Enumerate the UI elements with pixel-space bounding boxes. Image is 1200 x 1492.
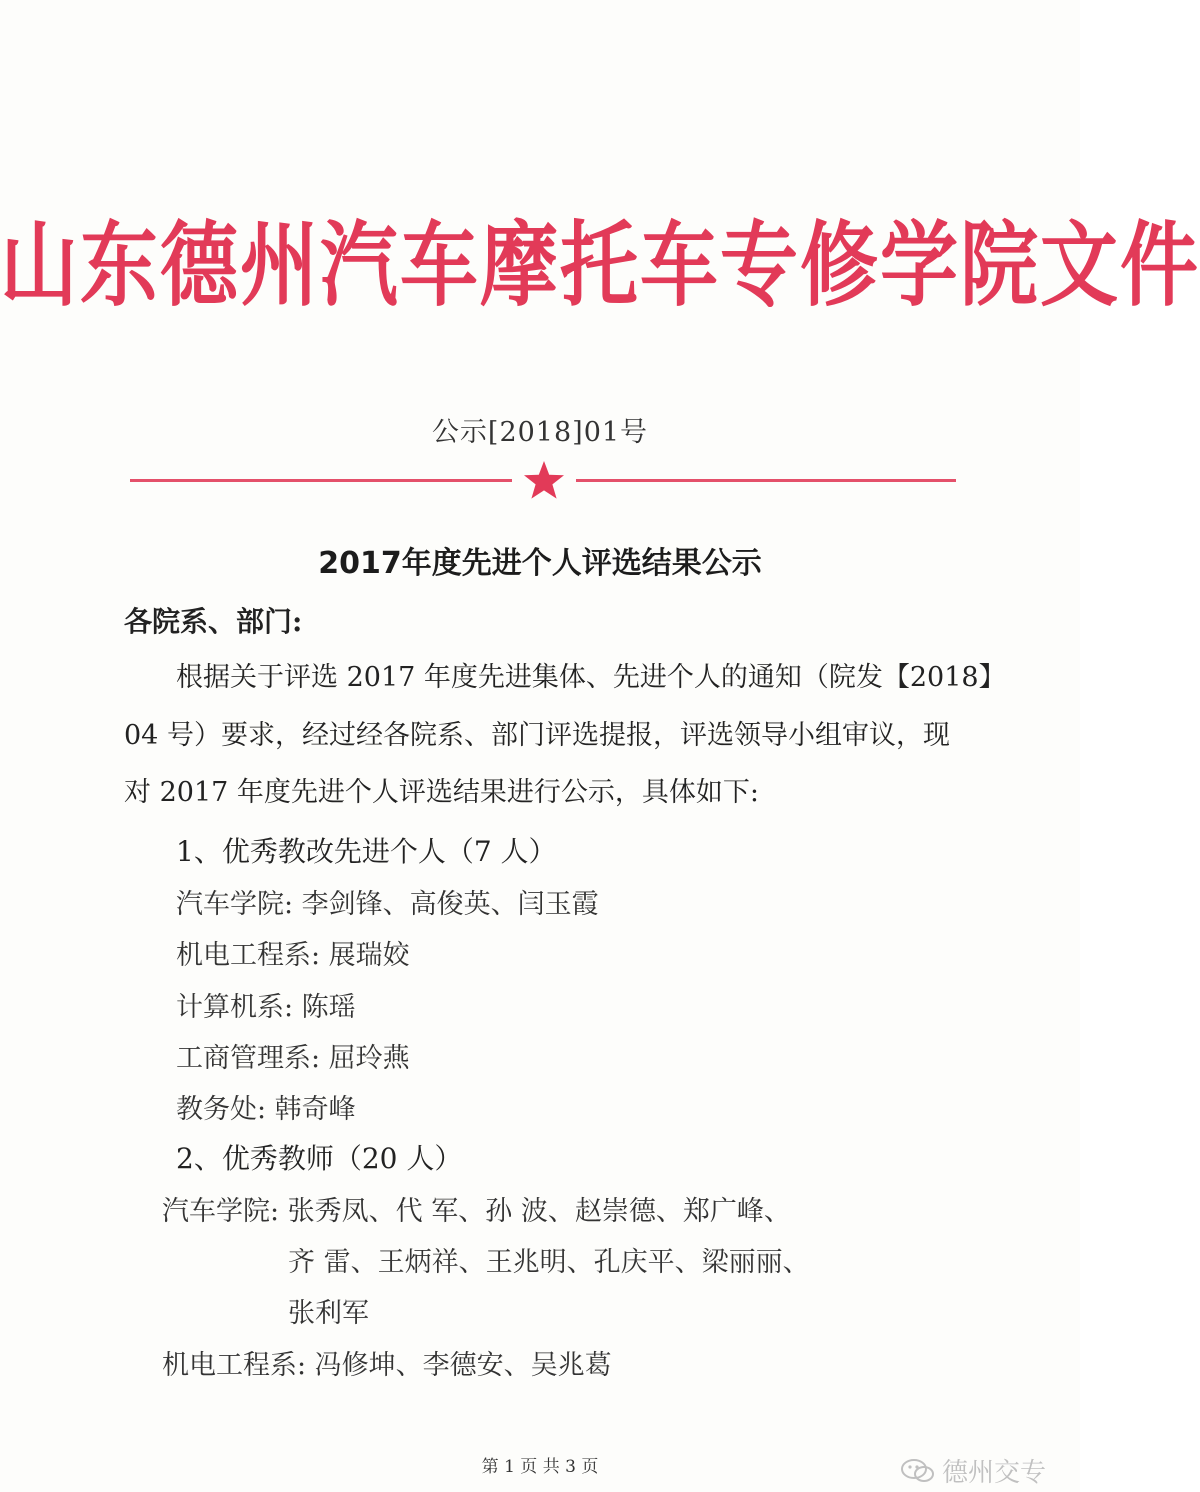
wechat-icon bbox=[900, 1457, 936, 1485]
paragraph-line: 根据关于评选 2017 年度先进集体、先进个人的通知（院发【2018】 bbox=[176, 662, 1006, 693]
list-item: 教务处: 韩奇峰 bbox=[176, 1094, 356, 1125]
section-heading-2: 2、优秀教师（20 人） bbox=[176, 1142, 463, 1175]
list-item: 工商管理系: 屈玲燕 bbox=[176, 1043, 410, 1074]
list-item: 机电工程系: 展瑞姣 bbox=[176, 940, 410, 971]
watermark bbox=[900, 1452, 1046, 1489]
list-item: 机电工程系: 冯修坤、李德安、吴兆葛 bbox=[162, 1350, 612, 1381]
document-number: 公示[2018]01号 bbox=[431, 417, 649, 448]
list-item: 张利军 bbox=[288, 1298, 369, 1329]
list-item: 计算机系: 陈瑶 bbox=[176, 992, 356, 1023]
star-icon bbox=[522, 458, 566, 502]
paragraph-line: 对 2017 年度先进个人评选结果进行公示，具体如下: bbox=[124, 777, 759, 808]
header-rule-right bbox=[576, 479, 956, 482]
salutation: 各院系、部门: bbox=[124, 605, 303, 638]
list-item: 汽车学院: 张秀凤、代 军、孙 波、赵崇德、郑广峰、 bbox=[162, 1196, 791, 1227]
list-item: 齐 雷、王炳祥、王兆明、孔庆平、梁丽丽、 bbox=[288, 1247, 810, 1278]
section-heading-1: 1、优秀教改先进个人（7 人） bbox=[176, 835, 557, 868]
paragraph-line: 04 号）要求，经过经各院系、部门评选提报，评选领导小组审议，现 bbox=[124, 720, 950, 751]
document-title: 2017年度先进个人评选结果公示 bbox=[318, 546, 762, 581]
watermark-text: 德州交专 bbox=[941, 1458, 1046, 1488]
list-item: 汽车学院: 李剑锋、高俊英、闫玉霞 bbox=[176, 889, 599, 920]
page-footer: 第 1 页 共 3 页 bbox=[481, 1457, 599, 1477]
header-rule-left bbox=[130, 479, 512, 482]
org-header-title: 山东德州汽车摩托车专修学院文件 bbox=[0, 213, 1200, 320]
